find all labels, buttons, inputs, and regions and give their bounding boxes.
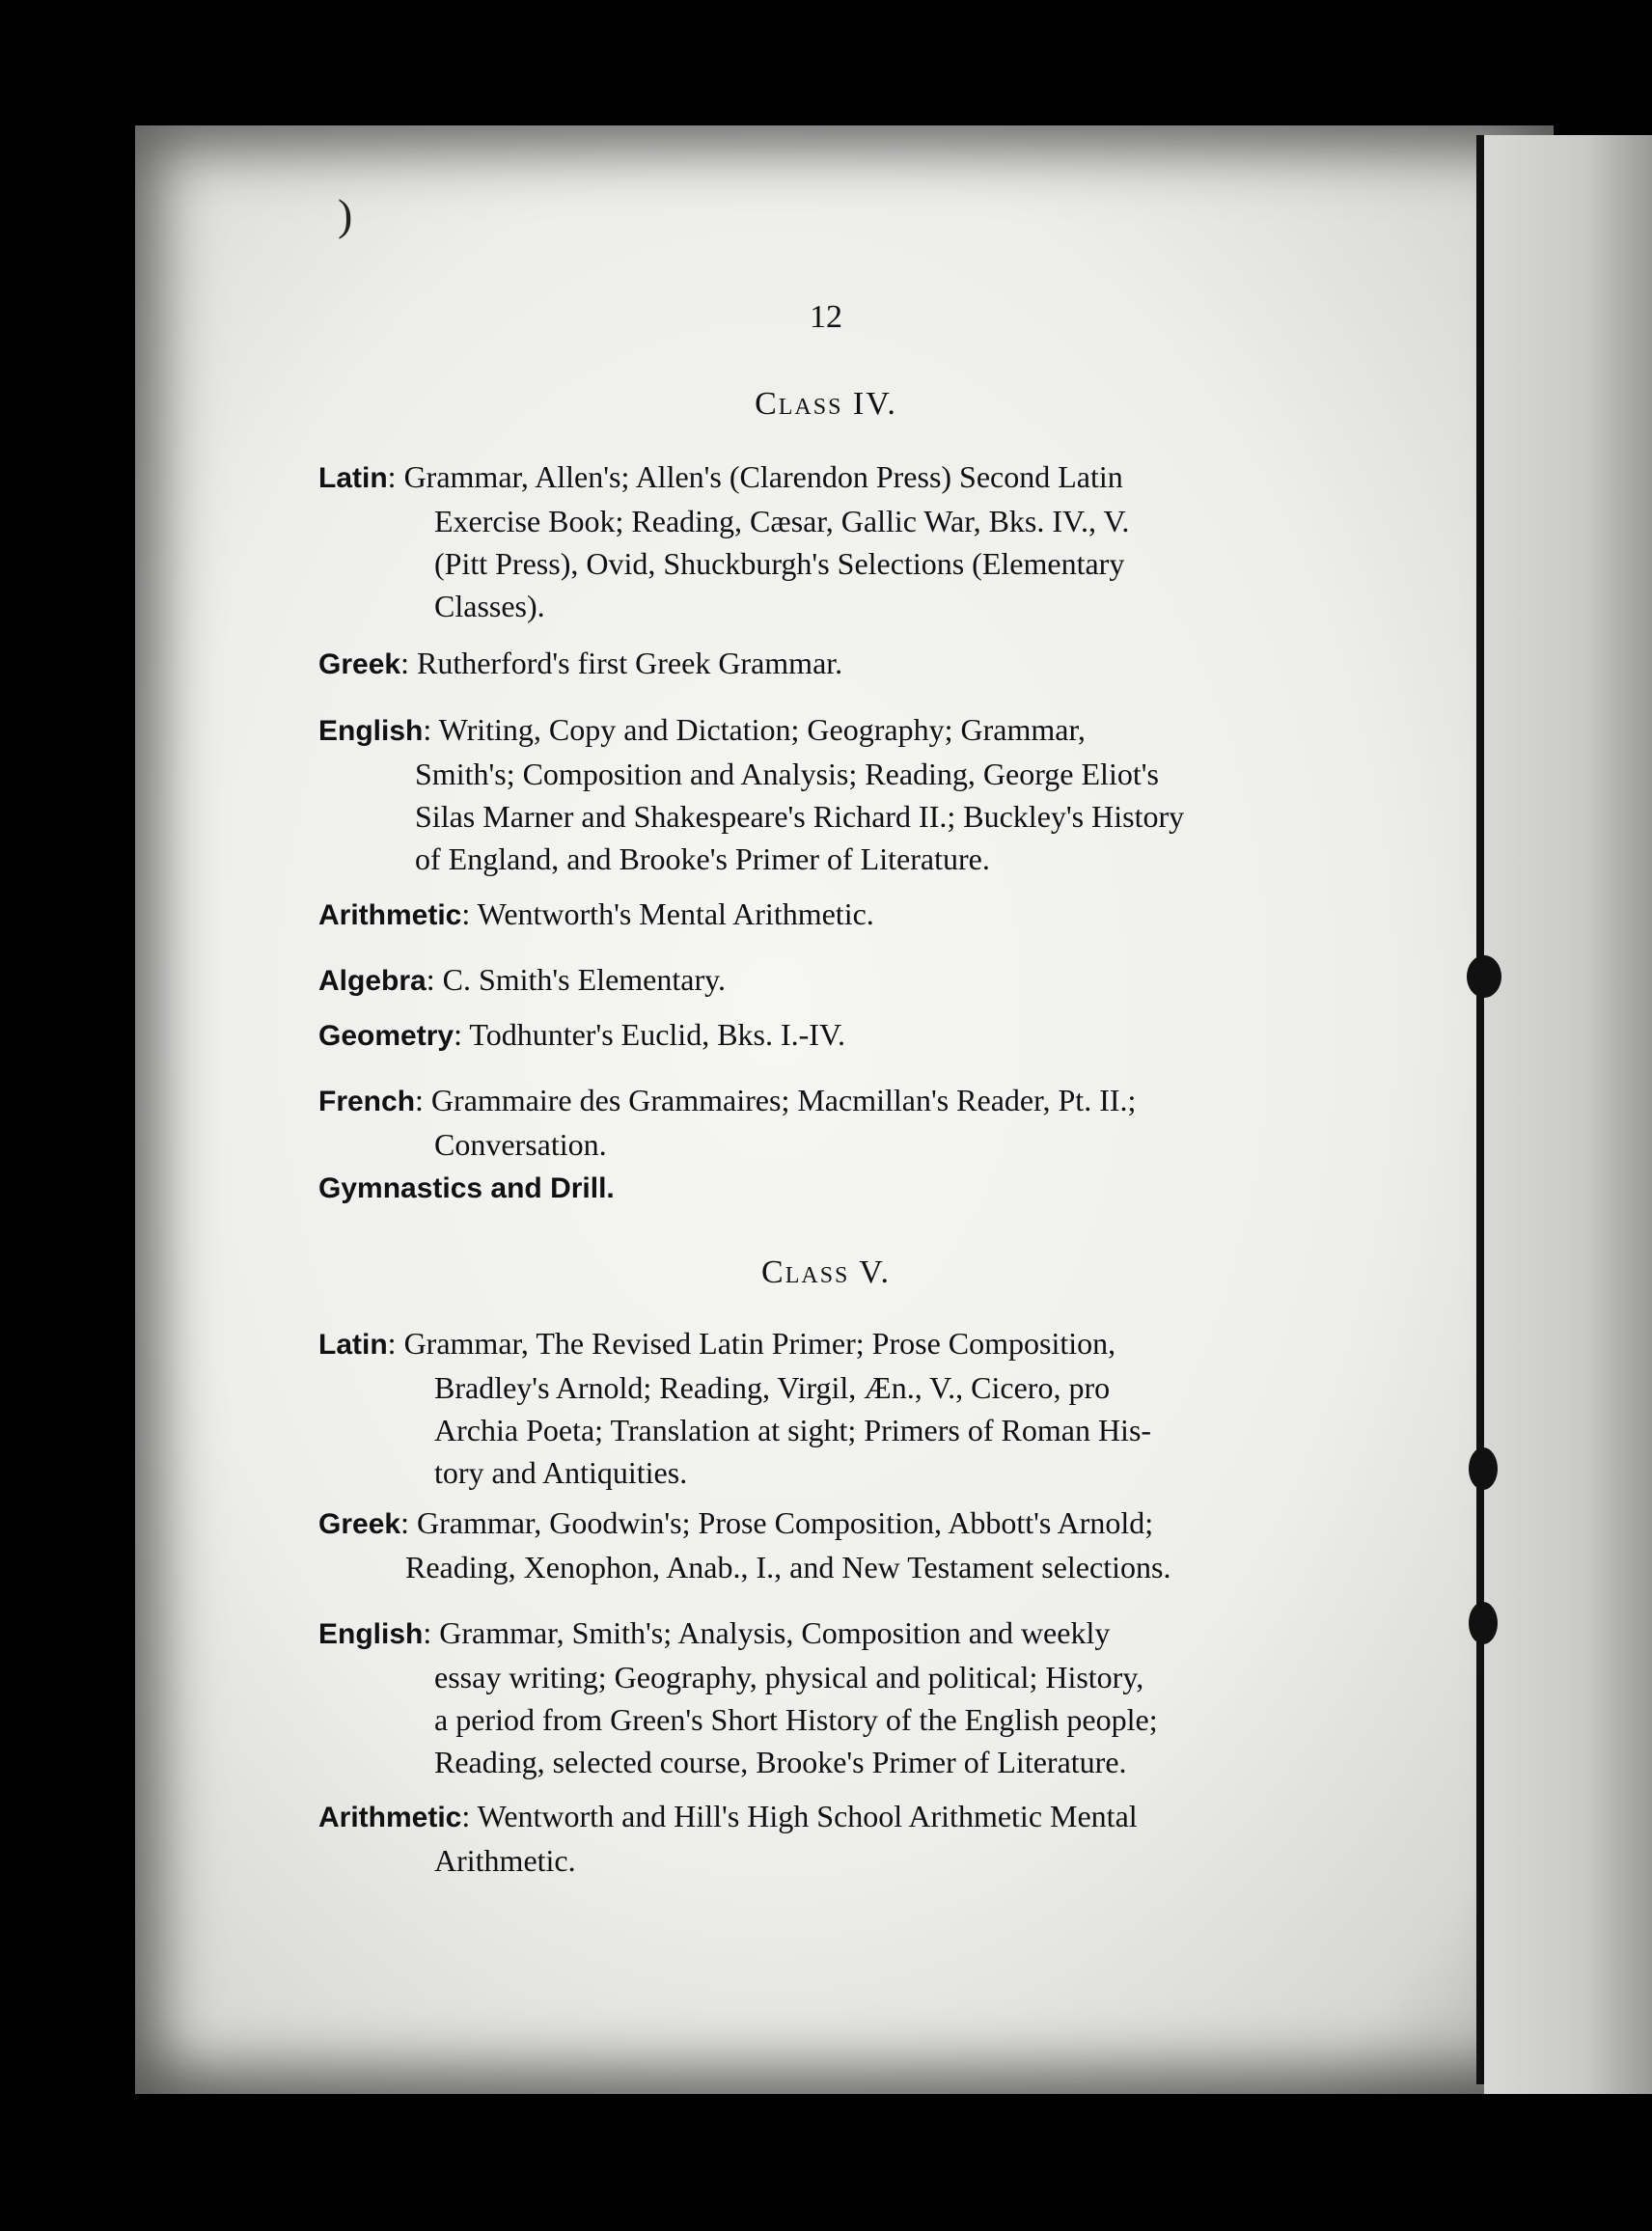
entry-text: Silas Marner and Shakespeare's Richard II.; Buckley's History	[415, 799, 1185, 834]
entry-text: : Todhunter's Euclid, Bks. I.-IV.	[454, 1017, 845, 1052]
class-v-arithmetic-entry	[318, 1795, 1283, 1882]
ink-blot	[1467, 955, 1501, 998]
subject-label: English	[318, 715, 424, 747]
class-iv-english-entry	[318, 708, 1283, 880]
entry-text: Conversation.	[434, 1127, 607, 1162]
subject-label: Arithmetic	[318, 899, 462, 931]
page-number: 12	[810, 299, 842, 335]
subject-label: Arithmetic	[318, 1802, 462, 1833]
subject-label: English	[318, 1618, 424, 1650]
class-iv-heading: Class IV.	[755, 386, 897, 422]
entry-text: : Grammar, Goodwin's; Prose Composition, Abbott's Arnold;	[400, 1505, 1154, 1540]
class-iv-gymnastics-entry	[318, 1166, 1283, 1210]
entry-text: Reading, Xenophon, Anab., I., and New Testament selections.	[405, 1550, 1171, 1584]
class-iv-greek-entry	[318, 642, 1283, 686]
class-iv-arithmetic-entry	[318, 893, 1283, 937]
facing-page-edge	[1484, 135, 1652, 2094]
subject-label: Algebra	[318, 965, 427, 997]
class-iv-latin-entry	[318, 455, 1283, 627]
entry-text: a period from Green's Short History of the English people;	[434, 1702, 1158, 1737]
subject-label: Greek	[318, 648, 401, 680]
entry-text: : Wentworth's Mental Arithmetic.	[461, 896, 874, 931]
class-v-latin-entry	[318, 1322, 1283, 1494]
entry-text: Exercise Book; Reading, Cæsar, Gallic War, Bks. IV., V.	[434, 504, 1130, 538]
stray-pencil-mark: )	[338, 190, 353, 239]
entry-text: Arithmetic.	[434, 1843, 576, 1878]
entry-text: : Grammar, The Revised Latin Primer; Prose Composition,	[387, 1326, 1116, 1361]
subject-label: Gymnastics and Drill.	[318, 1172, 615, 1204]
entry-text: of England, and Brooke's Primer of Literature.	[415, 841, 990, 876]
class-v-heading: Class V.	[761, 1254, 891, 1290]
entry-text: : C. Smith's Elementary.	[426, 962, 727, 997]
entry-text: Bradley's Arnold; Reading, Virgil, Æn., V., Cicero, pro	[434, 1370, 1111, 1405]
entry-text: Classes).	[434, 589, 545, 623]
binding-gutter	[1476, 135, 1484, 2084]
ink-blot	[1469, 1447, 1498, 1490]
class-iv-algebra-entry	[318, 958, 1283, 1003]
entry-text: tory and Antiquities.	[434, 1455, 688, 1490]
entry-text: : Grammar, Allen's; Allen's (Clarendon Press) Second Latin	[387, 459, 1123, 494]
ink-blot	[1469, 1602, 1498, 1644]
subject-label: French	[318, 1086, 416, 1117]
entry-text: Archia Poeta; Translation at sight; Primers of Roman His-	[434, 1413, 1152, 1447]
entry-text: : Writing, Copy and Dictation; Geography; Grammar,	[423, 712, 1086, 747]
entry-text: Reading, selected course, Brooke's Primer of Literature.	[434, 1745, 1127, 1779]
subject-label: Geometry	[318, 1020, 454, 1052]
entry-text: : Rutherford's first Greek Grammar.	[400, 646, 843, 680]
subject-label: Greek	[318, 1508, 401, 1540]
entry-text: : Grammaire des Grammaires; Macmillan's Reader, Pt. II.;	[415, 1083, 1137, 1117]
entry-text: essay writing; Geography, physical and political; History,	[434, 1660, 1144, 1694]
entry-text: Smith's; Composition and Analysis; Reading, George Eliot's	[415, 757, 1159, 791]
class-iv-french-entry	[318, 1079, 1283, 1166]
entry-text: (Pitt Press), Ovid, Shuckburgh's Selections (Elementary	[434, 546, 1125, 581]
subject-label: Latin	[318, 1329, 388, 1361]
class-iv-geometry-entry	[318, 1013, 1283, 1058]
class-v-greek-entry	[318, 1501, 1283, 1588]
subject-label: Latin	[318, 462, 388, 494]
class-v-english-entry	[318, 1611, 1283, 1783]
entry-text: : Wentworth and Hill's High School Arithmetic Mental	[461, 1799, 1138, 1833]
entry-text: : Grammar, Smith's; Analysis, Composition and weekly	[423, 1615, 1111, 1650]
